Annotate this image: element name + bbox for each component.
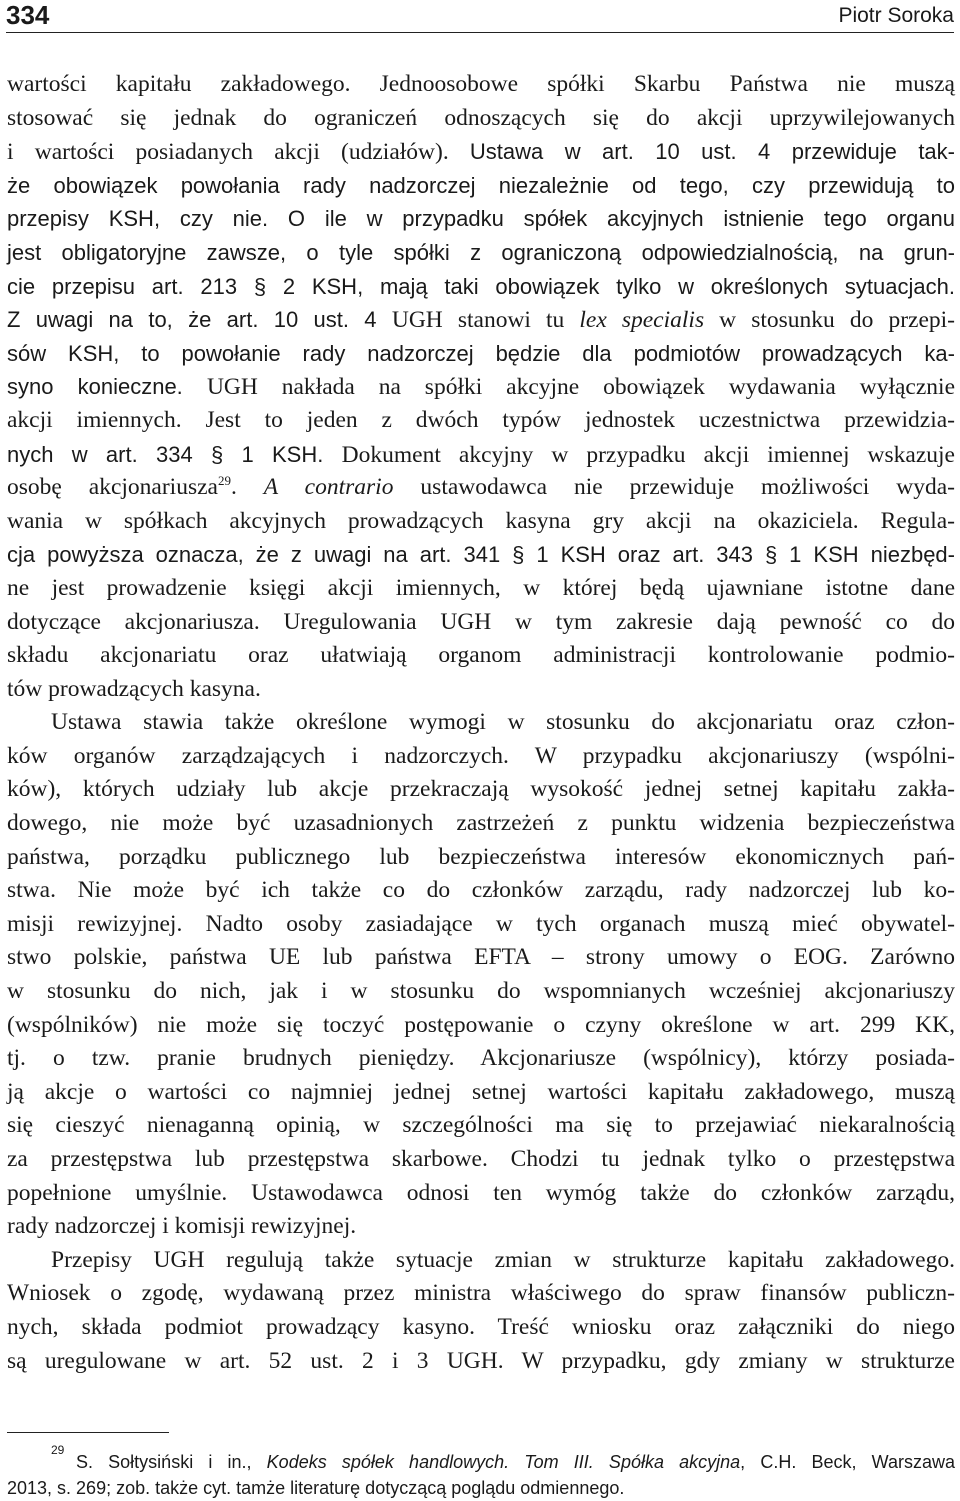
footnote-line: 2013, s. 269; zob. także cyt. tamże literaturę dotyczącą poglądu odmiennego. (7, 1478, 625, 1498)
text-line (7, 975, 955, 1009)
text-run: UGH nakłada na spółki akcyjne obowiązek wydawania wyłącznie (206, 374, 955, 401)
text-run: cie przepisu art. 213 § 2 KSH, mają taki obowiązek tylko w określonych sytuacjach. (7, 273, 955, 299)
text-line (7, 1277, 955, 1311)
text-run: w stosunku do przepi- (704, 307, 955, 334)
text-line (7, 1311, 955, 1345)
text-run: stosować się jednak do ograniczeń odnoszących się do akcji uprzywilejowanych (7, 104, 955, 131)
text-run: tów prowadzących kasyna. (7, 675, 261, 702)
text-run: ustawodawca nie przewiduje możliwości wyda- (393, 474, 955, 501)
text-run: akcji imiennych. (7, 406, 206, 433)
text-line (7, 606, 955, 640)
text-line (7, 135, 955, 169)
text-run: rady nadzorczej i komisji rewizyjnej. (7, 1213, 357, 1240)
footnote-reference: 29 (217, 473, 231, 489)
text-run: Ustawa w art. 10 ust. 4 przewiduje tak- (469, 139, 955, 165)
text-line (7, 908, 955, 942)
text-line (7, 572, 955, 606)
text-run: wania w spółkach akcyjnych prowadzących kasyna gry akcji na okaziciela. Regula- (7, 507, 955, 534)
italic-phrase: A contrario (263, 474, 394, 501)
text-run: UGH stanowi tu (391, 307, 580, 334)
text-line (7, 270, 955, 304)
text-line (7, 841, 955, 875)
text-line (7, 1009, 955, 1043)
text-run: państwa, porządku publicznego lub bezpieczeństwa interesów ekonomicznych pań- (7, 843, 955, 870)
text-line (7, 438, 955, 472)
text-run: misji rewizyjnej. Nadto osoby zasiadające w tych organach muszą mieć obywatel- (7, 910, 955, 937)
text-run: stwo polskie, państwa UE lub państwa EFTA – strony umowy o EOG. Zarówno (7, 944, 955, 971)
text-line (7, 1143, 955, 1177)
footnote-separator (7, 1432, 169, 1433)
page-header (6, 0, 954, 33)
text-run: Z uwagi na to, że art. 10 ust. 4 (7, 307, 392, 333)
text-run: (wspólników) nie może się toczyć postępowanie o czyny określone w art. 299 KK, (7, 1011, 955, 1038)
text-line (7, 337, 955, 371)
text-run: dotyczące akcjonariusza. (7, 608, 284, 635)
text-line (7, 202, 955, 236)
text-run: stwa. Nie może być ich także co do członków zarządu, rady nadzorczej lub ko- (7, 877, 955, 904)
footnote-title: Kodeks spółek handlowych. Tom III. Spółka akcyjna (266, 1452, 741, 1472)
text-run: O ile w przypadku spółek akcyjnych istnienie tego organu (287, 206, 956, 232)
text-run: sów KSH, to powołanie rady nadzorczej będzie dla podmiotów prowadzących ka- (7, 340, 955, 366)
text-run: ków organów zarządzających i nadzorczych. W przypadku akcjonariuszy (wspólni- (7, 742, 955, 769)
text-line (7, 471, 955, 505)
text-run: ne jest prowadzenie księgi akcji imiennych, w której będą ujawniane istotne dane (7, 574, 955, 601)
text-line (7, 68, 955, 102)
text-run: przepisy KSH, czy nie. (7, 206, 288, 232)
text-line (7, 1244, 955, 1278)
text-run: Ustawa stawia także określone wymogi w stosunku do akcjonariatu oraz człon- (51, 709, 955, 736)
text-run: ków), których udziały lub akcje przekraczają wysokość jednej setnej kapitału zakła- (7, 776, 955, 803)
footnote (7, 1443, 956, 1501)
italic-phrase: lex specialis (579, 307, 705, 334)
text-line (7, 1042, 955, 1076)
text-line (7, 807, 955, 841)
text-run: Jest to jeden z dwóch typów jednostek uczestnictwa przewidzia- (205, 406, 955, 433)
text-run: w stosunku do nich, jak i w stosunku do wspomnianych wcześniej akcjonariuszy (7, 978, 955, 1005)
text-run: się cieszyć nienaganną opinią, w szczególności ma się to przejawiać niekaralnością (7, 1112, 955, 1139)
text-line (7, 169, 955, 203)
text-run: Wniosek o zgodę, wydawaną przez ministra właściwego do spraw finansów publiczn- (7, 1280, 955, 1307)
text-run: popełnione umyślnie. Ustawodawca odnosi ten wymóg także do członków zarządu, (7, 1179, 955, 1206)
footnote-citation (52, 1449, 955, 1475)
text-run: cja powyższa oznacza, że z uwagi na art. 341 § 1 KSH oraz art. 343 § 1 KSH niezbęd- (7, 542, 955, 568)
text-line (7, 303, 955, 337)
text-run: jest obligatoryjne zawsze, o tyle spółki z ograniczoną odpowiedzialnością, na grun- (7, 239, 955, 265)
text-run: dowego, nie może być uzasadnionych zastrzeżeń z punktu widzenia bezpieczeństwa (7, 810, 955, 837)
text-line (7, 773, 955, 807)
text-line (7, 1177, 955, 1211)
text-line (7, 1076, 955, 1110)
text-run: i wartości posiadanych akcji (udziałów). (7, 139, 470, 166)
text-run: składu akcjonariatu oraz ułatwiają organom administracji kontrolowanie podmio- (7, 642, 955, 669)
text-run: nych, składa podmiot prowadzący kasyno. Treść wniosku oraz załączniki do niego (7, 1313, 955, 1340)
text-run: Uregulowania UGH w tym zakresie dają pewność co do (283, 608, 955, 635)
text-line (7, 505, 955, 539)
text-run: tj. o tzw. pranie brudnych pieniędzy. Akcjonariusze (wspólnicy), którzy posiada- (7, 1045, 955, 1072)
footnote-text: , C.H. Beck, Warszawa (740, 1452, 956, 1472)
text-line (7, 1210, 955, 1244)
running-head-author: Piotr Soroka (838, 4, 954, 27)
text-line (7, 874, 955, 908)
text-line (7, 102, 955, 136)
footnote-line (7, 1443, 956, 1475)
text-line (7, 706, 955, 740)
text-run: nych w art. 334 § 1 KSH. (7, 441, 342, 467)
text-run: za przestępstwa lub przestępstwa skarbowe. Chodzi tu jednak tylko o przestępstwa (7, 1146, 955, 1172)
text-run: Przepisy UGH regulują także sytuacje zmian w strukturze kapitału zakładowego. (51, 1246, 955, 1273)
text-line (7, 538, 955, 572)
text-line (7, 673, 955, 707)
text-run: osobę akcjonariusza (7, 474, 218, 501)
text-run: . (230, 474, 264, 501)
text-line (7, 1345, 955, 1379)
text-run: wartości kapitału zakładowego. Jednoosobowe spółki Skarbu Państwa nie muszą (7, 71, 955, 97)
main-text (7, 68, 955, 1378)
footnote-number: 29 (51, 1443, 65, 1457)
text-run: ją akcje o wartości co najmniej jednej setnej wartości kapitału zakładowego, muszą (7, 1078, 955, 1105)
text-line (7, 941, 955, 975)
page-number: 334 (6, 0, 50, 30)
text-line (7, 639, 955, 673)
text-run: Dokument akcyjny w przypadku akcji imiennej wskazuje (341, 441, 955, 468)
text-run: są uregulowane w art. 52 ust. 2 i 3 UGH. W przypadku, gdy zmiany w strukturze (7, 1347, 955, 1374)
text-line (7, 236, 955, 270)
text-run: syno konieczne. (7, 374, 207, 400)
text-line (7, 1109, 955, 1143)
text-run: że obowiązek powołania rady nadzorczej niezależnie od tego, czy przewidują to (7, 172, 955, 198)
footnote-text: S. Sołtysiński i in., (76, 1452, 267, 1472)
text-line (7, 404, 955, 438)
text-line (7, 370, 955, 404)
text-line (7, 740, 955, 774)
